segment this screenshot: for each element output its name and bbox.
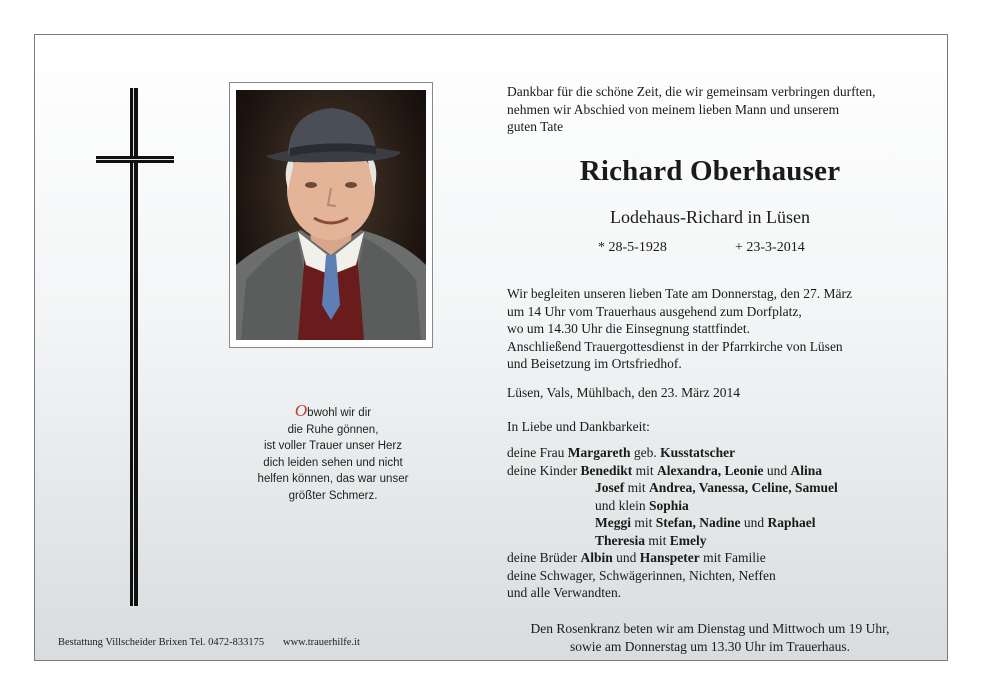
undertaker-info: Bestattung Villscheider Brixen Tel. 0472-833175 [58, 637, 265, 648]
family-child-1 [507, 462, 927, 480]
death-date: + 23-3-2014 [735, 240, 805, 255]
family-relatives: und alle Verwandten. [507, 585, 622, 600]
place-and-date: Lüsen, Vals, Mühlbach, den 23. März 2014 [507, 385, 740, 400]
family-child-1-und: und [763, 462, 791, 478]
funeral-line-3: wo um 14.30 Uhr die Einsegnung stattfindet. [507, 321, 750, 336]
birth-date: * 28-5-1928 [598, 240, 667, 255]
family-inlaws: deine Schwager, Schwägerinnen, Nichten, Neffen [507, 567, 776, 583]
funeral-line-5: und Beisetzung im Ortsfriedhof. [507, 356, 682, 371]
family-brothers-pre: deine Brüder [507, 550, 581, 565]
intro-text [507, 83, 927, 136]
family-brother-2: Hanspeter [639, 550, 700, 565]
portrait-frame [229, 82, 433, 348]
funeral-line-1: Wir begleiten unseren lieben Tate am Donnerstag, den 27. März [507, 286, 853, 301]
poem-line-1-text: bwohl wir dir [307, 407, 372, 419]
website-link[interactable]: www.trauerhilfe.it [283, 637, 360, 648]
poem-line-4: dich leiden sehen und nicht [263, 456, 403, 469]
family-brothers-und: und [612, 550, 640, 565]
family-child-2-partners: Andrea, Vanessa, Celine, Samuel [649, 480, 838, 495]
family-child-2b-pre: und klein [595, 497, 649, 513]
portrait-photo [236, 90, 426, 340]
deceased-nickname: Lodehaus-Richard in Lüsen [610, 207, 810, 227]
rosary-line-2: sowie am Donnerstag um 13.30 Uhr im Trauerhaus. [569, 639, 851, 654]
poem-initial: O [294, 401, 308, 420]
poem-line-1 [240, 403, 426, 422]
family-child-1-name: Benedikt [580, 462, 633, 478]
family-wife [507, 444, 927, 462]
cross-vertical-bar [130, 88, 138, 606]
intro-line-1: Dankbar für die schöne Zeit, die wir gemeinsam verbringen durften, [507, 84, 876, 99]
family-kids-pre: deine Kinder [507, 462, 581, 478]
poem-line-6: größter Schmerz. [288, 489, 378, 502]
funeral-details [507, 285, 927, 373]
family-child-3 [507, 514, 927, 532]
intro-line-2: nehmen wir Abschied von meinem lieben Mann und unserem [507, 101, 840, 117]
family-child-3-und: und [740, 515, 768, 530]
family-child-2b-name: Sophia [649, 497, 689, 513]
poem-line-2: die Ruhe gönnen, [287, 423, 379, 436]
intro-line-3: guten Tate [507, 119, 564, 134]
family-child-1-mit: mit [632, 462, 658, 478]
family-child-1-last: Alina [790, 462, 823, 478]
rosary-line-1: Den Rosenkranz beten wir am Dienstag und Mittwoch um 19 Uhr, [530, 621, 890, 636]
family-child-1-partners: Alexandra, Leonie [657, 462, 764, 478]
family-child-4-name: Theresia [595, 532, 645, 548]
family-child-3-mit: mit [631, 515, 656, 530]
deceased-name: Richard Oberhauser [579, 155, 841, 187]
family-brother-1: Albin [580, 550, 613, 565]
family-child-2 [507, 479, 927, 497]
family-child-3-partners: Stefan, Nadine [655, 515, 741, 530]
family-child-4-partner: Emely [669, 532, 707, 548]
closing-line: In Liebe und Dankbarkeit: [507, 419, 650, 434]
rosary-info [480, 620, 940, 656]
family-wife-maiden: Kusstatscher [660, 445, 736, 460]
poem-line-3: ist voller Trauer unser Herz [263, 440, 403, 452]
funeral-line-4: Anschließend Trauergottesdienst in der Pfarrkirche von Lüsen [507, 338, 843, 354]
family-child-3-last: Raphael [767, 515, 816, 530]
family-child-3-name: Meggi [595, 515, 631, 530]
poem [240, 403, 426, 504]
family-child-2b [507, 497, 927, 515]
family-wife-name: Margareth [567, 445, 631, 460]
family-wife-pre: deine Frau [507, 445, 568, 460]
family-child-4 [507, 532, 927, 550]
cross-horizontal-bar [96, 156, 174, 163]
family-child-2-mit: mit [624, 480, 650, 495]
family-brothers [507, 549, 927, 567]
poem-line-5: helfen können, das war unser [257, 473, 409, 485]
family-child-4-mit: mit [645, 532, 670, 548]
portrait-illustration [236, 90, 426, 340]
family-list [507, 444, 927, 602]
funeral-line-2: um 14 Uhr vom Trauerhaus ausgehend zum Dorfplatz, [507, 303, 802, 319]
family-child-2-name: Josef [595, 480, 625, 495]
family-brothers-post: mit Familie [699, 550, 766, 565]
family-wife-mid: geb. [630, 445, 661, 460]
